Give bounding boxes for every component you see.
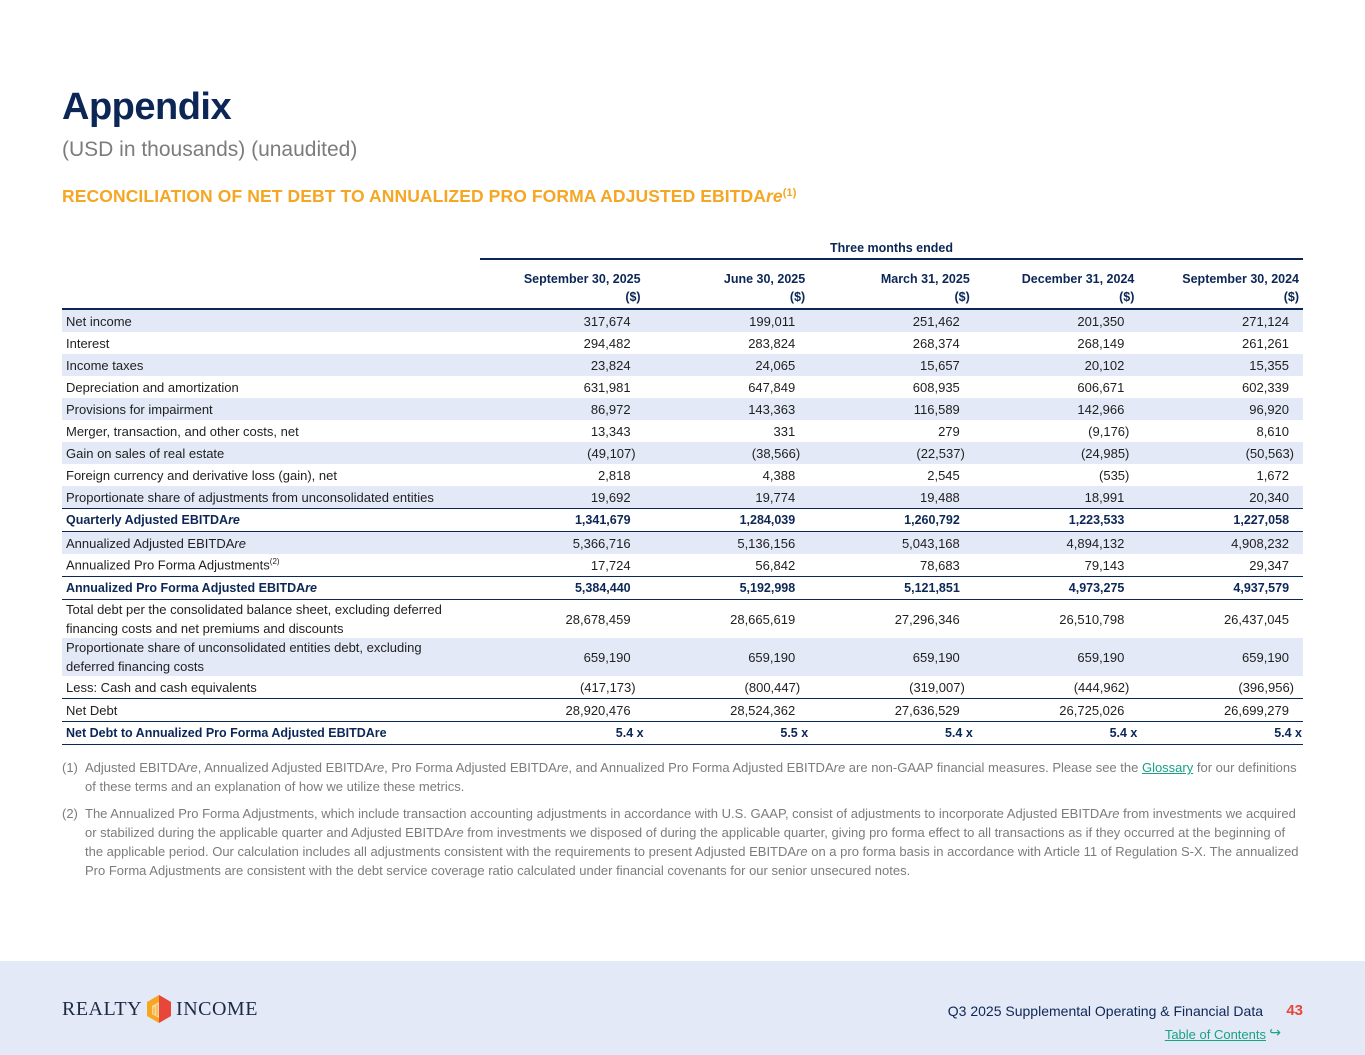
table-row bbox=[62, 442, 1303, 464]
row-label bbox=[62, 486, 480, 509]
row-label bbox=[62, 332, 480, 354]
table-cell: 8,610 bbox=[1256, 423, 1290, 439]
table-cell: (9,176) bbox=[1088, 423, 1130, 439]
row-label bbox=[62, 638, 480, 676]
table-of-contents-link[interactable]: Table of Contents bbox=[1164, 1027, 1266, 1042]
footnote-part: Adjusted EBITDA bbox=[85, 760, 187, 775]
row-label-text: Depreciation and amortization bbox=[66, 379, 239, 395]
table-cell: 331 bbox=[773, 423, 796, 439]
table-cell: 606,671 bbox=[1077, 379, 1125, 395]
row-label bbox=[62, 442, 480, 464]
table-cell: (49,107) bbox=[480, 442, 645, 464]
table-cell: 201,350 bbox=[974, 309, 1139, 332]
table-cell: 271,124 bbox=[1138, 309, 1303, 332]
table-cell: 5.5 x bbox=[645, 722, 810, 745]
table-cell: 19,488 bbox=[809, 486, 974, 509]
table-cell: 143,363 bbox=[645, 398, 810, 420]
table-cell: 1,260,792 bbox=[809, 509, 974, 532]
table-cell: 199,011 bbox=[645, 309, 810, 332]
table-row bbox=[62, 420, 1303, 442]
table-cell: 4,388 bbox=[762, 467, 796, 483]
unit-header: ($) bbox=[974, 286, 1139, 309]
footnote-part: on a pro forma basis in accordance with Article 11 of Regulation S-X. The annualized Pro Forma Adjustments are consistent with the debt service coverage ratio calculated under financial covenants for our senior unsecured notes. bbox=[85, 844, 1299, 878]
footnote-text bbox=[85, 758, 1303, 796]
table-cell: 29,347 bbox=[1249, 557, 1290, 573]
table-cell: 18,991 bbox=[974, 486, 1139, 509]
footnote-italic: re bbox=[556, 760, 569, 775]
row-label-text: Net Debt bbox=[66, 702, 118, 718]
table-row bbox=[62, 486, 1303, 509]
table-cell: 26,699,279 bbox=[1138, 699, 1303, 722]
group-header: Three months ended bbox=[480, 238, 1303, 259]
table-cell: 294,482 bbox=[583, 335, 631, 351]
table-cell: 26,437,045 bbox=[1138, 600, 1303, 639]
row-label-text: Annualized Adjusted EBITDA bbox=[66, 535, 235, 551]
row-label-text: Total debt per the consolidated balance sheet, excluding deferred financing costs and net premiums and discounts bbox=[66, 602, 442, 636]
section-title-text: RECONCILIATION OF NET DEBT TO ANNUALIZED PRO FORMA ADJUSTED EBITDA bbox=[62, 186, 767, 206]
table-row bbox=[62, 577, 1303, 600]
row-label bbox=[62, 309, 480, 332]
table-cell: 56,842 bbox=[755, 557, 796, 573]
table-cell: 142,966 bbox=[974, 398, 1139, 420]
glossary-link[interactable]: Glossary bbox=[1141, 760, 1194, 775]
realty-income-logo bbox=[62, 994, 258, 1024]
table-cell: 5,121,851 bbox=[809, 577, 974, 600]
footnote-part: from investments we disposed of during the applicable quarter, giving pro forma effect to all transactions as if they occurred at the beginning of the applicable period. Our calculation includes all adjustments consistent with the requirements to present Adjusted EBITDA bbox=[85, 825, 1286, 859]
table-row bbox=[62, 376, 1303, 398]
reconciliation-table bbox=[62, 238, 1303, 745]
table-row bbox=[62, 722, 1303, 745]
row-label-italic: re bbox=[228, 513, 240, 527]
table-row bbox=[62, 509, 1303, 532]
row-label bbox=[62, 532, 480, 555]
column-header: March 31, 2025 bbox=[880, 272, 970, 286]
footnote-italic: re bbox=[452, 825, 464, 840]
row-label bbox=[62, 577, 480, 600]
table-row bbox=[62, 464, 1303, 486]
table-cell: 2,545 bbox=[927, 467, 960, 483]
table-cell: 2,818 bbox=[598, 467, 631, 483]
table-cell: 659,190 bbox=[480, 638, 645, 676]
table-cell: 659,190 bbox=[1138, 638, 1303, 676]
footer bbox=[0, 961, 1365, 1055]
table-cell: (38,566) bbox=[645, 442, 810, 464]
table-cell: 27,296,346 bbox=[809, 600, 974, 639]
column-header: September 30, 2025 bbox=[523, 272, 641, 286]
table-cell: 631,981 bbox=[583, 379, 631, 395]
footnote-part: , and Annualized Pro Forma Adjusted EBITDA bbox=[568, 760, 834, 775]
table-cell: (535) bbox=[1099, 467, 1130, 483]
footnote-part: from investments we acquired or stabilized during the applicable quarter and Adjusted EBITDA bbox=[85, 806, 1296, 840]
table-cell: 13,343 bbox=[590, 423, 631, 439]
row-label-text: Annualized Pro Forma Adjusted EBITDA bbox=[66, 581, 306, 595]
table-cell: 5,136,156 bbox=[645, 532, 810, 555]
row-label-text: Proportionate share of adjustments from unconsolidated entities bbox=[66, 489, 434, 505]
row-label bbox=[62, 398, 480, 420]
table-cell: 1,672 bbox=[1256, 467, 1290, 483]
table-cell: 15,355 bbox=[1138, 354, 1303, 376]
column-header: June 30, 2025 bbox=[723, 272, 806, 286]
row-label bbox=[62, 600, 480, 639]
footnote-italic: re bbox=[1107, 806, 1120, 821]
table-cell: 28,920,476 bbox=[480, 699, 645, 722]
footnote-italic: re bbox=[372, 760, 385, 775]
table-cell: 24,065 bbox=[645, 354, 810, 376]
table-row bbox=[62, 309, 1303, 332]
unit-header: ($) bbox=[645, 286, 810, 309]
unit-header: ($) bbox=[809, 286, 974, 309]
table-cell: 268,374 bbox=[912, 335, 960, 351]
column-header: September 30, 2024 bbox=[1182, 272, 1300, 286]
column-header: December 31, 2024 bbox=[1021, 272, 1135, 286]
row-label-text: Net Debt to Annualized Pro Forma Adjusted EBITDAre bbox=[66, 726, 387, 740]
table-cell: 19,774 bbox=[645, 486, 810, 509]
table-row bbox=[62, 699, 1303, 722]
row-label bbox=[62, 354, 480, 376]
document-title: Q3 2025 Supplemental Operating & Financial Data bbox=[947, 1003, 1263, 1019]
row-label-footnote-ref: (2) bbox=[269, 557, 280, 567]
section-title bbox=[62, 186, 797, 207]
page-title: Appendix bbox=[62, 86, 232, 128]
table-cell: 279 bbox=[938, 423, 960, 439]
footnote-part: , Pro Forma Adjusted EBITDA bbox=[384, 760, 557, 775]
footnote-part: The Annualized Pro Forma Adjustments, which include transaction accounting adjustments in accordance with U.S. GAAP, consist of adjustments to incorporate Adjusted EBITDA bbox=[85, 806, 1108, 821]
footnote-part: for our definitions of these terms and an explanation of how we utilize these metrics. bbox=[85, 760, 1297, 794]
table-cell: 659,190 bbox=[645, 638, 810, 676]
table-cell: 647,849 bbox=[748, 379, 796, 395]
table-cell: 20,340 bbox=[1138, 486, 1303, 509]
table-cell: 26,510,798 bbox=[974, 600, 1139, 639]
row-label-text: Quarterly Adjusted EBITDA bbox=[66, 513, 229, 527]
row-label-italic: re bbox=[234, 535, 246, 551]
row-label bbox=[62, 699, 480, 722]
table-cell: 78,683 bbox=[920, 557, 960, 573]
table-cell: 23,824 bbox=[480, 354, 645, 376]
row-label-text: Less: Cash and cash equivalents bbox=[66, 679, 257, 695]
table-cell: (396,956) bbox=[1238, 679, 1295, 695]
row-label-text: Annualized Pro Forma Adjustments bbox=[66, 557, 270, 573]
row-label-text: Merger, transaction, and other costs, net bbox=[66, 423, 299, 439]
table-cell: (24,985) bbox=[974, 442, 1139, 464]
table-cell: 261,261 bbox=[1242, 335, 1290, 351]
table-cell: 5,366,716 bbox=[480, 532, 645, 555]
footnote-1 bbox=[62, 758, 1303, 796]
table-cell: 20,102 bbox=[974, 354, 1139, 376]
table-row bbox=[62, 554, 1303, 577]
table-cell: 15,657 bbox=[809, 354, 974, 376]
table-cell: 4,894,132 bbox=[974, 532, 1139, 555]
table-body bbox=[62, 309, 1303, 745]
table-cell: 26,725,026 bbox=[974, 699, 1139, 722]
row-label-text: Income taxes bbox=[66, 357, 144, 373]
footnote-text bbox=[85, 804, 1303, 880]
table-cell: 5.4 x bbox=[974, 722, 1139, 745]
table-cell: 19,692 bbox=[480, 486, 645, 509]
table-cell: 5,192,998 bbox=[645, 577, 810, 600]
table-cell: 5,384,440 bbox=[480, 577, 645, 600]
table-row bbox=[62, 332, 1303, 354]
table-cell: 116,589 bbox=[809, 398, 974, 420]
row-label-text: Provisions for impairment bbox=[66, 401, 213, 417]
table-cell: 4,937,579 bbox=[1138, 577, 1303, 600]
table-row bbox=[62, 532, 1303, 555]
table-cell: 1,284,039 bbox=[645, 509, 810, 532]
footnote-number: (2) bbox=[62, 806, 78, 821]
row-label-text: Net income bbox=[66, 313, 132, 329]
table-cell: 602,339 bbox=[1242, 379, 1290, 395]
footnote-italic: re bbox=[186, 760, 198, 775]
table-cell: 1,223,533 bbox=[974, 509, 1139, 532]
footnotes bbox=[62, 758, 1303, 888]
logo-mark-icon bbox=[146, 994, 172, 1024]
table-row bbox=[62, 600, 1303, 639]
table-cell: (319,007) bbox=[909, 679, 965, 695]
row-label bbox=[62, 376, 480, 398]
table-row bbox=[62, 398, 1303, 420]
table-cell: 4,973,275 bbox=[974, 577, 1139, 600]
table-cell: 5.4 x bbox=[809, 722, 974, 745]
table-cell: 86,972 bbox=[480, 398, 645, 420]
row-label-text: Gain on sales of real estate bbox=[66, 445, 225, 461]
table-cell: 251,462 bbox=[809, 309, 974, 332]
unit-header: ($) bbox=[1138, 286, 1303, 309]
table-row bbox=[62, 676, 1303, 699]
row-label bbox=[62, 420, 480, 442]
table-cell: 17,724 bbox=[590, 557, 631, 573]
section-title-footnote-ref: (1) bbox=[782, 187, 797, 199]
table-cell: 79,143 bbox=[1084, 557, 1125, 573]
table-cell: (444,962) bbox=[1073, 679, 1130, 695]
footnote-number: (1) bbox=[62, 760, 78, 775]
table-row bbox=[62, 638, 1303, 676]
page-number: 43 bbox=[1286, 1002, 1303, 1019]
row-label-text: Foreign currency and derivative loss (gain), net bbox=[66, 467, 337, 483]
table-cell: 4,908,232 bbox=[1138, 532, 1303, 555]
table-cell: 659,190 bbox=[974, 638, 1139, 676]
table-cell: 28,665,619 bbox=[645, 600, 810, 639]
table-cell: 1,227,058 bbox=[1138, 509, 1303, 532]
table-cell: (22,537) bbox=[809, 442, 974, 464]
table-cell: (800,447) bbox=[744, 679, 801, 695]
footnote-2 bbox=[62, 804, 1303, 880]
table-cell: 268,149 bbox=[1077, 335, 1125, 351]
table-cell: 283,824 bbox=[748, 335, 796, 351]
footnote-part: , Annualized Adjusted EBITDA bbox=[197, 760, 373, 775]
row-label bbox=[62, 509, 480, 532]
row-label-text: Proportionate share of unconsolidated entities debt, excluding deferred financing costs bbox=[66, 640, 422, 674]
row-label bbox=[62, 554, 480, 577]
row-label bbox=[62, 464, 480, 486]
table-cell: 96,920 bbox=[1138, 398, 1303, 420]
row-label-text: Interest bbox=[66, 335, 110, 351]
row-label-italic: re bbox=[305, 581, 317, 595]
table-cell: 1,341,679 bbox=[480, 509, 645, 532]
table-cell: 659,190 bbox=[809, 638, 974, 676]
table-cell: 27,636,529 bbox=[809, 699, 974, 722]
page-subtitle: (USD in thousands) (unaudited) bbox=[62, 138, 358, 161]
table-cell: (50,563) bbox=[1138, 442, 1303, 464]
table-cell: (417,173) bbox=[579, 679, 636, 695]
table-cell: 5,043,168 bbox=[809, 532, 974, 555]
section-title-italic: re bbox=[766, 186, 783, 206]
table-cell: 608,935 bbox=[912, 379, 960, 395]
unit-header: ($) bbox=[480, 286, 645, 309]
row-label bbox=[62, 722, 480, 745]
row-label bbox=[62, 676, 480, 699]
footnote-italic: re bbox=[796, 844, 808, 859]
table-cell: 28,524,362 bbox=[645, 699, 810, 722]
return-arrow-icon[interactable]: ↪ bbox=[1269, 1024, 1281, 1040]
table-cell: 28,678,459 bbox=[480, 600, 645, 639]
table-cell: 317,674 bbox=[480, 309, 645, 332]
table-cell: 5.4 x bbox=[1138, 722, 1303, 745]
table-row bbox=[62, 354, 1303, 376]
table-cell: 5.4 x bbox=[480, 722, 645, 745]
logo-text-right: INCOME bbox=[176, 997, 258, 1020]
footnote-italic: re bbox=[833, 760, 846, 775]
logo-text-left: REALTY bbox=[62, 997, 143, 1020]
footnote-part: are non-GAAP financial measures. Please see the bbox=[845, 760, 1142, 775]
